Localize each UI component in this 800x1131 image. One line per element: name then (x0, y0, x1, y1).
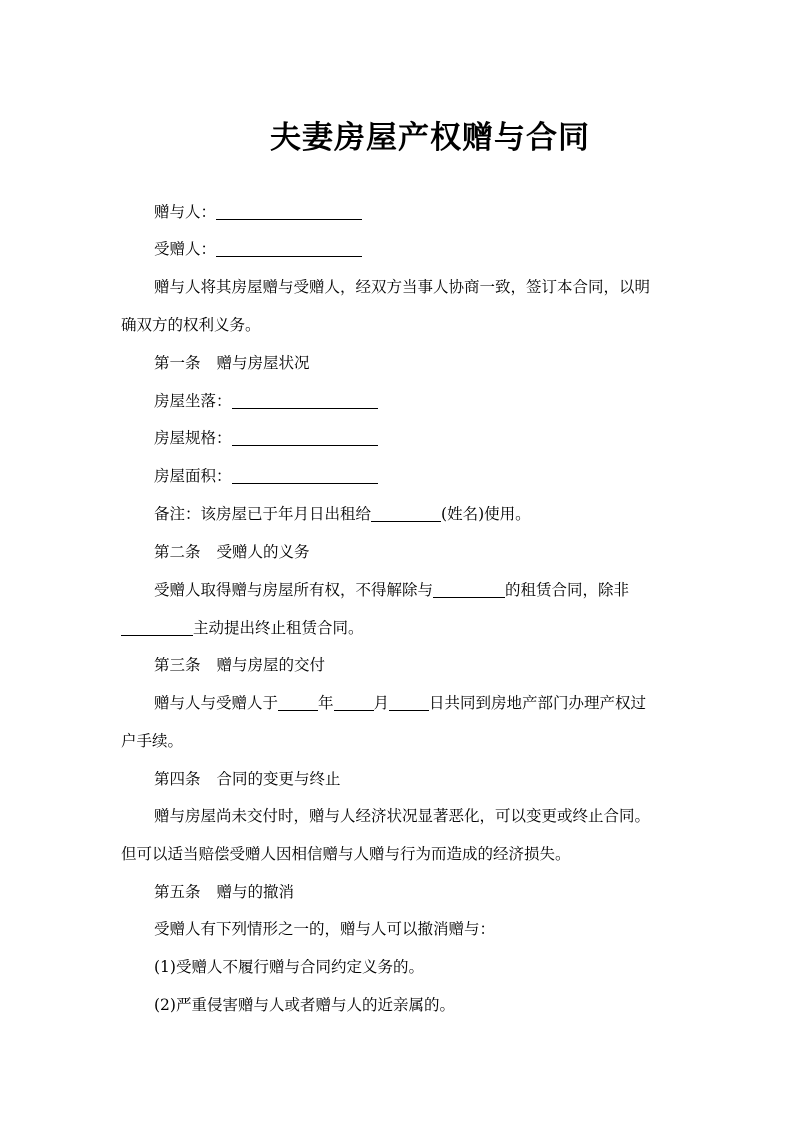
donee-blank[interactable] (216, 241, 362, 257)
note-suffix: (姓名)使用。 (441, 505, 531, 523)
donor-line (154, 200, 362, 224)
year-label: 年 (318, 694, 334, 712)
article3-heading (154, 653, 325, 677)
article2-title: 受赠人的义务 (216, 543, 310, 561)
preamble-line-2: 确双方的权利义务。 (121, 316, 261, 334)
donee-line (154, 237, 362, 261)
article5-item-2: (2)严重侵害赠与人或者赠与人的近亲属的。 (154, 996, 455, 1014)
article2-heading (154, 540, 310, 564)
article2-text-b: 的租赁合同，除非 (505, 581, 630, 599)
house-location-line (154, 389, 378, 413)
month-blank[interactable] (334, 695, 374, 711)
article1-title: 赠与房屋状况 (216, 354, 310, 372)
terminator-blank[interactable] (121, 620, 193, 636)
article5-intro: 受赠人有下列情形之一的，赠与人可以撤消赠与： (154, 920, 496, 938)
article2-text-c: 主动提出终止租赁合同。 (193, 619, 364, 637)
month-label: 月 (373, 694, 390, 712)
article4-title: 合同的变更与终止 (216, 770, 341, 788)
note-line (154, 502, 531, 526)
article5-item-1: (1)受赠人不履行赠与合同约定义务的。 (154, 958, 424, 976)
house-area-line (154, 464, 378, 488)
preamble-line-1: 赠与人将其房屋赠与受赠人，经双方当事人协商一致，签订本合同，以明 (154, 278, 651, 296)
article3-number: 第三条 (154, 656, 201, 674)
day-blank[interactable] (389, 695, 429, 711)
lessee-blank[interactable] (433, 582, 505, 598)
house-spec-label: 房屋规格： (154, 429, 232, 447)
house-spec-blank[interactable] (232, 430, 378, 446)
article1-number: 第一条 (154, 354, 201, 372)
article3-text-b: 日共同到房地产部门办理产权过 (429, 694, 647, 712)
house-spec-line (154, 426, 378, 450)
document-title: 夫妻房屋产权赠与合同 (270, 120, 590, 156)
article4-heading (154, 767, 341, 791)
article2-text-a: 受赠人取得赠与房屋所有权，不得解除与 (154, 581, 434, 599)
donor-blank[interactable] (216, 204, 362, 220)
article2-line-2 (121, 616, 364, 640)
house-area-blank[interactable] (232, 468, 378, 484)
donor-label: 赠与人： (154, 203, 217, 221)
tenant-name-blank[interactable] (371, 506, 441, 522)
donee-label: 受赠人： (154, 240, 217, 258)
house-location-blank[interactable] (232, 393, 378, 409)
article3-line-1 (154, 691, 646, 715)
article2-number: 第二条 (154, 543, 201, 561)
article2-line-1 (154, 578, 629, 602)
article4-number: 第四条 (154, 770, 201, 788)
article4-line-1: 赠与房屋尚未交付时，赠与人经济状况显著恶化，可以变更或终止合同。 (154, 807, 651, 825)
article5-title: 赠与的撤消 (216, 883, 295, 901)
article3-title: 赠与房屋的交付 (216, 656, 326, 674)
year-blank[interactable] (278, 695, 318, 711)
article3-text-a: 赠与人与受赠人于 (154, 694, 279, 712)
note-prefix: 备注：该房屋已于年月日出租给 (154, 505, 372, 523)
article3-line-2: 户手续。 (121, 732, 184, 750)
article1-heading (154, 351, 310, 375)
article5-number: 第五条 (154, 883, 201, 901)
house-location-label: 房屋坐落： (154, 392, 232, 410)
house-area-label: 房屋面积： (154, 467, 232, 485)
article5-heading (154, 880, 294, 904)
article4-line-2: 但可以适当赔偿受赠人因相信赠与人赠与行为而造成的经济损失。 (121, 845, 571, 863)
